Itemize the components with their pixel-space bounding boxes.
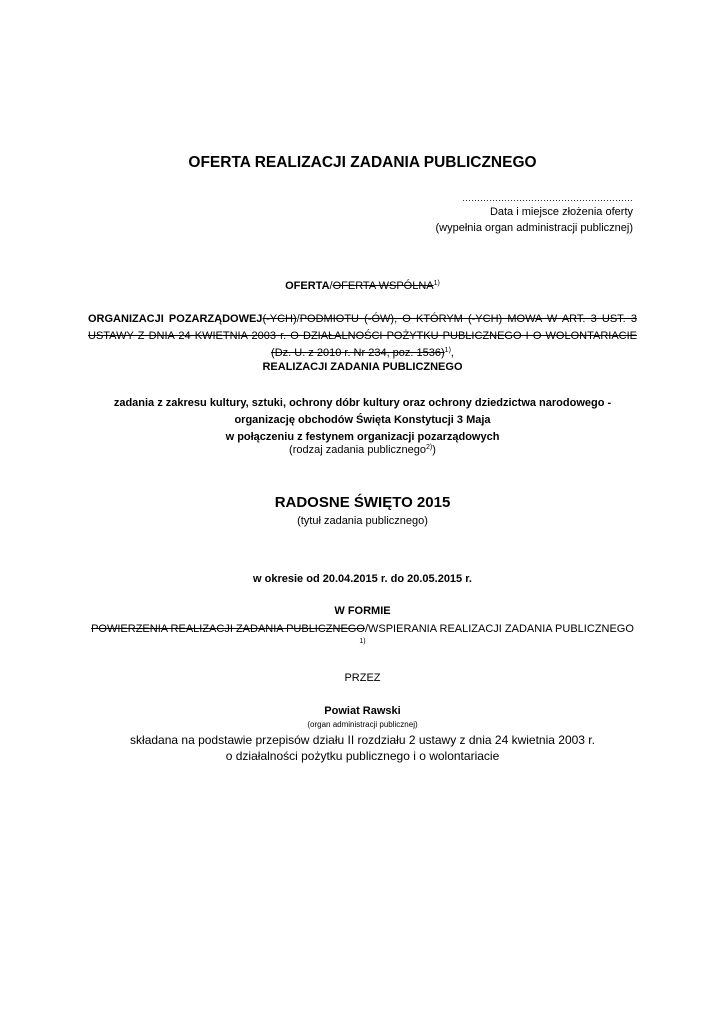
form-heading: W FORMIE [334,605,391,617]
form-chosen-option: WSPIERANIA REALIZACJI ZADANIA PUBLICZNEGO [368,623,634,635]
organization-struck-plural: (-YCH) [262,313,297,325]
organization-trailing: , [450,347,454,359]
offer-type-line [80,280,645,292]
date-note: (wypełnia organ administracji publicznej) [435,222,633,234]
organ-name: Powiat Rawski [324,705,401,717]
date-dotted-line: ………………………………………………… [462,193,633,203]
by-label: PRZEZ [344,672,381,684]
organization-struck-entity: PODMIOTU (-ÓW), O KTÓRYM (-YCH) MOWA W ART. 3 UST. 3 USTAWY Z DNIA 24 KWIETNIA 2003 r. O DZIAŁALNOŚCI POŻYTKU PUBLICZNEGO I O WOLONTARIACIE (Dz. U. z 2010 r. Nr 234, poz. 1536) [88,313,637,359]
organ-caption: (organ administracji publicznej) [307,720,418,729]
scope-line-2: organizację obchodów Święta Konstytucji 3 Maja [234,414,491,426]
legal-basis-line-1: składana na podstawie przepisów działu II rozdziału 2 ustawy z dnia 24 kwietnia 2003 r. [130,733,595,747]
scope-line-1: zadania z zakresu kultury, sztuki, ochrony dóbr kultury oraz ochrony dziedzictwa narodowego - [113,397,612,409]
task-type-footnote: 2) [426,444,433,451]
task-scope-block [80,395,645,446]
form-separator: / [364,623,368,635]
offer-footnote: 1) [433,280,440,287]
task-title-caption: (tytuł zadania publicznego) [297,515,428,527]
task-type-caption-close: ) [432,444,436,456]
task-type-caption-text: (rodzaj zadania publicznego [289,444,427,456]
task-title: RADOSNE ŚWIĘTO 2015 [274,494,451,511]
date-label: Data i miejsce złożenia oferty [489,206,633,218]
offer-separator: / [329,280,333,292]
organization-footnote: 1) [444,347,451,354]
document-title: OFERTA REALIZACJI ZADANIA PUBLICZNEGO [188,154,537,171]
legal-basis-line-2: o działalności pożytku publicznego i o wolontariacie [225,749,500,763]
organization-block [88,311,637,362]
task-type-caption [80,444,645,456]
organization-separator: / [296,313,300,325]
offer-label: OFERTA [285,280,330,292]
scope-line-3: w połączeniu z festynem organizacji pozarządowych [225,431,500,443]
form-struck-option: POWIERZENIA REALIZACJI ZADANIA PUBLICZNEGO [91,623,365,635]
task-period: w okresie od 20.04.2015 r. do 20.05.2015 r. [253,573,472,585]
offer-joint-struck: OFERTA WSPÓLNA [332,280,434,292]
form-line [60,623,665,635]
date-place-block [436,192,633,236]
form-footnote: 1) [359,638,366,645]
realization-heading: REALIZACJI ZADANIA PUBLICZNEGO [262,361,463,373]
organization-label: ORGANIZACJI POZARZĄDOWEJ [88,313,263,325]
